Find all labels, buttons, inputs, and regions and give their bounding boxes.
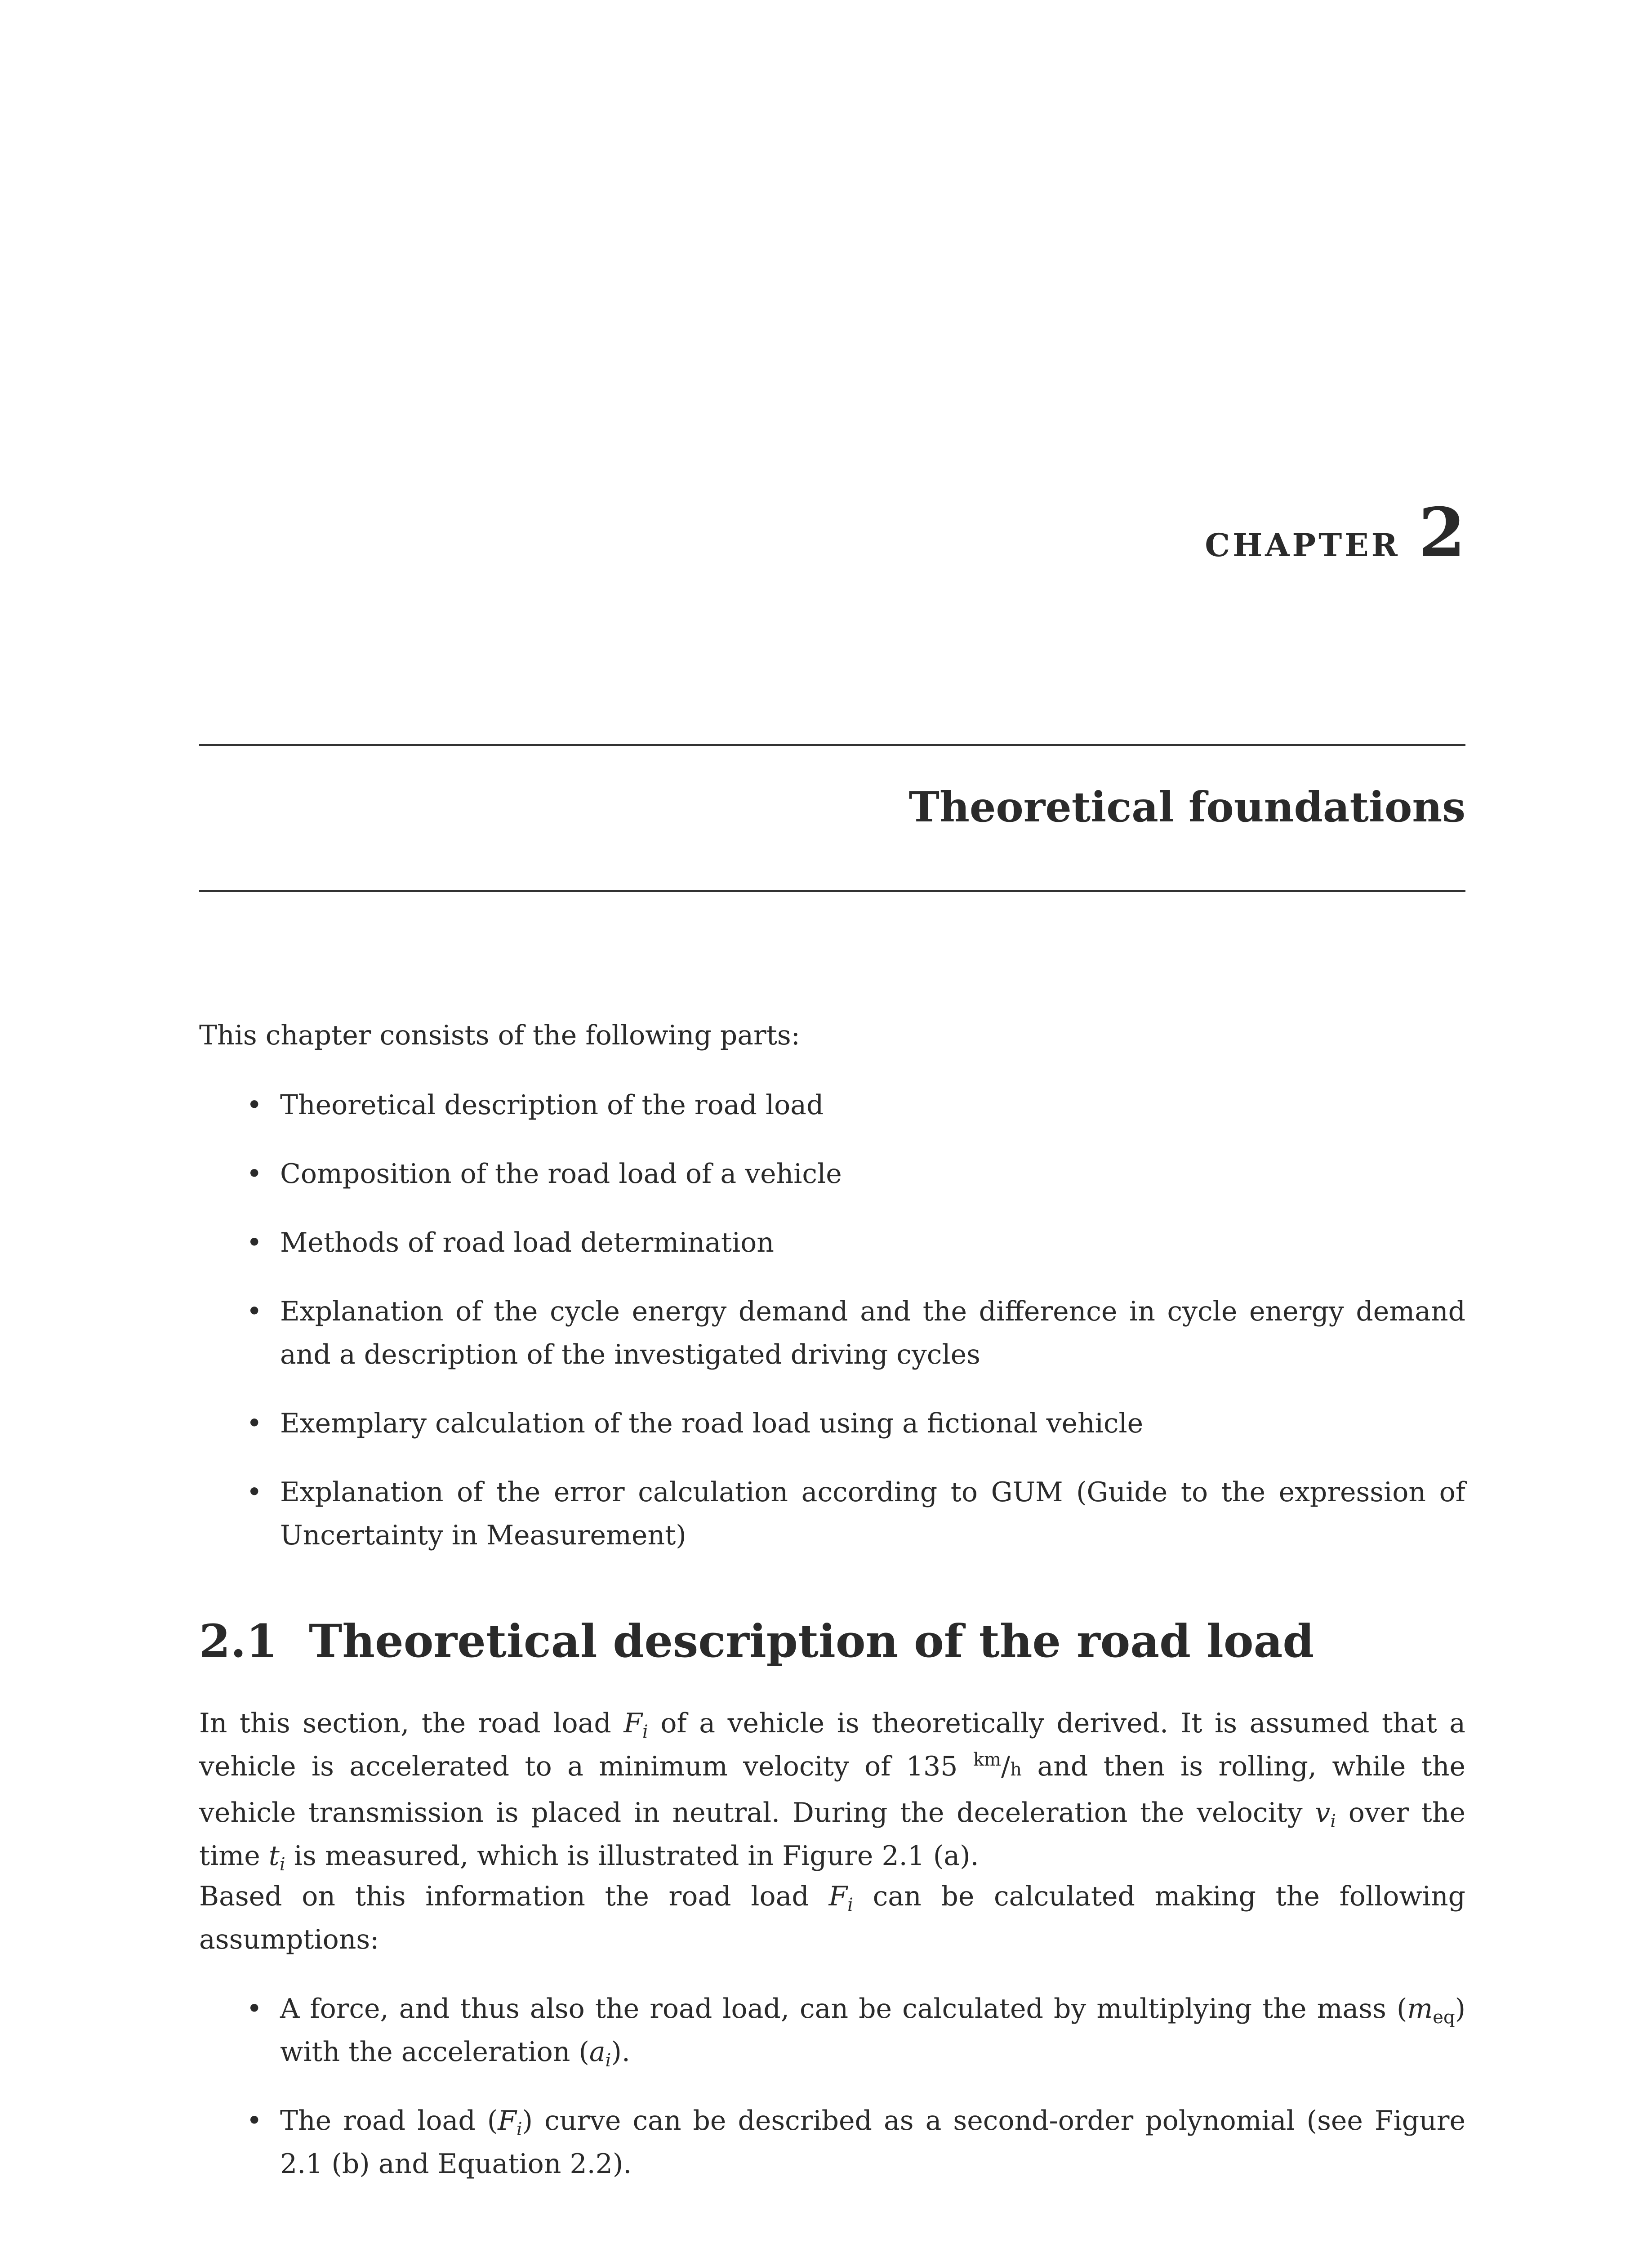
chapter-parts-list bbox=[199, 1084, 1465, 1583]
intro-text: This chapter consists of the following parts: bbox=[199, 1020, 800, 1051]
chapter-rule-bottom bbox=[199, 890, 1465, 892]
list-item: • A force, and thus also the road load, can be calculated by multiplying the mass $(m_{eq})$ with the acceleration $(a_i)$. bbox=[199, 1987, 1465, 2074]
paragraph-assumptions-intro: Based on this information the road load $F_i$ can be calculated making the following assumptions: bbox=[199, 1881, 1466, 1955]
assumptions-list bbox=[199, 1987, 1465, 2211]
bullet-icon: • bbox=[246, 1089, 263, 1121]
list-item: • Explanation of the error calculation according to GUM (Guide to the expression of Uncertainty in Measurement) bbox=[199, 1471, 1465, 1557]
bullet-icon: • bbox=[246, 1158, 263, 1190]
bullet-icon: • bbox=[246, 1408, 263, 1439]
chapter-label bbox=[1205, 493, 1465, 572]
list-item: • Exemplary calculation of the road load using a fictional vehicle bbox=[199, 1402, 1465, 1445]
list-item: • Theoretical description of the road load bbox=[199, 1084, 1465, 1127]
bullet-icon: • bbox=[246, 1227, 263, 1258]
bullet-icon: • bbox=[246, 1296, 263, 1327]
bullet-icon: • bbox=[246, 1993, 263, 2025]
paragraph-road-load-derivation: In this section, the road load $F_i$ of a vehicle is theoretically derived. It is assumed that a vehicle is accelerated to a minimum velocity of 135 $^{km}$/h and then is rolling, while the vehicle transmission is placed in neutral. During the deceleration the velocity $v_i$ over the time $t_i$ is measured, which is illustrated in Figure 2.1 (a). bbox=[199, 1708, 1465, 1875]
list-item: • Composition of the road load of a vehicle bbox=[199, 1152, 1465, 1195]
chapter-word: chapter bbox=[1205, 514, 1400, 567]
bullet-icon: • bbox=[246, 2105, 263, 2136]
list-item: • Methods of road load determination bbox=[199, 1221, 1465, 1264]
bullet-icon: • bbox=[246, 1476, 263, 1508]
section-heading bbox=[199, 1614, 1314, 1668]
section-title: Theoretical description of the road load bbox=[308, 1615, 1314, 1668]
chapter-rule-top bbox=[199, 744, 1465, 746]
list-item: • Explanation of the cycle energy demand and the difference in cycle energy demand and a description of the investigated driving cycles bbox=[199, 1290, 1465, 1376]
chapter-number: 2 bbox=[1418, 493, 1465, 572]
chapter-title: Theoretical foundations bbox=[908, 783, 1465, 831]
section-number: 2.1 bbox=[199, 1615, 277, 1668]
list-item: • The road load $(F_i)$ curve can be described as a second-order polynomial (see Figure 2.1 (b) and Equation 2.2). bbox=[199, 2099, 1465, 2186]
